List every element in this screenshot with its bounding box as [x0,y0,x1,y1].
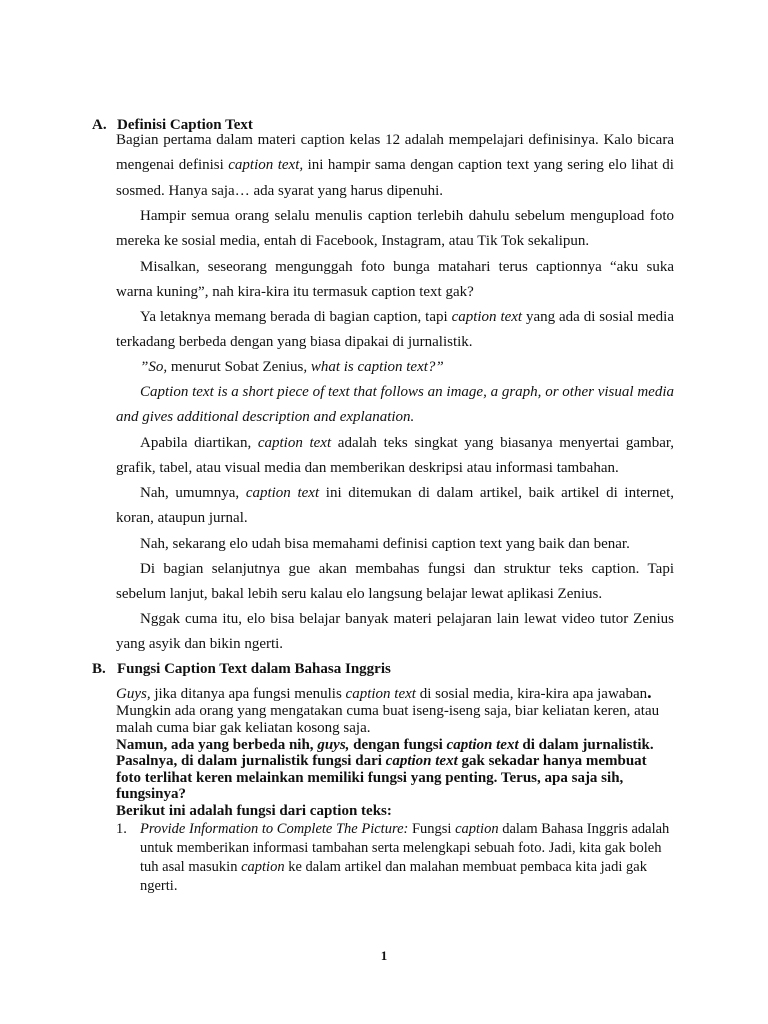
text: gak sekadar hanya membuat foto terlihat keren melainkan memiliki fungsi yang penting. Terus, apa saja sih, fungsinya? [116,753,647,802]
italic-term: ”So, [140,359,168,375]
paragraph [116,305,674,356]
list-item [116,820,676,896]
text: jika ditanya apa fungsi menulis [150,686,346,702]
text: Nah, umumnya, [140,485,246,501]
italic-term: caption text [451,309,523,325]
text: di dalam jurnalistik. [518,737,654,753]
italic-term: caption text, [228,157,304,174]
text: ke dalam artikel dan malahan membuat pembaca kita jadi gak ngerti. [140,859,647,894]
page-number: 1 [380,948,388,963]
text: Fungsi [408,821,456,837]
italic-term: caption text [245,485,320,501]
list-number: 1. [116,821,127,837]
section-b-heading [92,660,391,678]
text: Namun, ada yang berbeda nih, [116,737,318,753]
paragraph: Nah, sekarang elo udah bisa memahami definisi caption text yang baik dan benar. [140,536,630,552]
italic-term: guys, [317,737,350,753]
paragraph [116,684,676,703]
paragraph-quote: Caption text is a short piece of text that follows an image, a graph, or other visual media and gives additional description and explanation. [116,384,674,426]
section-a-title: Definisi Caption Text [117,117,253,133]
italic-term: caption text [446,737,519,753]
text: adalah teks singkat yang biasanya menyertai gambar, grafik, tabel, atau visual media dan memberikan deskripsi atau informasi tambahan. [116,435,675,477]
paragraph-bold [116,753,656,803]
paragraph: Hampir semua orang selalu menulis caption terlebih dahulu sebelum mengupload foto mereka ke sosial media, entah di Facebook, Instagram, atau Tik Tok sekalipun. [116,208,674,250]
section-a-letter: A. [92,117,107,133]
paragraph-bold [116,737,676,754]
paragraph [116,431,674,482]
section-b-title: Fungsi Caption Text dalam Bahasa Inggris [117,661,391,677]
paragraph: Nggak cuma itu, elo bisa belajar banyak materi pelajaran lain lewat video tutor Zenius yang asyik dan bikin ngerti. [116,611,674,653]
text: Pasalnya, di dalam jurnalistik fungsi dari [116,753,386,769]
paragraph: Mungkin ada orang yang mengatakan cuma buat iseng-iseng saja, biar keliatan keren, atau malah cuma biar gak keliatan kosong saja. [116,703,660,736]
paragraph: Misalkan, seseorang mengunggah foto bunga matahari terus captionnya “aku suka warna kuning”, nah kira-kira itu termasuk caption text gak? [116,259,674,301]
italic-term: caption text [385,753,458,769]
list-item-text [116,820,676,896]
italic-term: caption text [257,435,332,451]
text: ini hampir sama dengan caption text yang sering elo lihat di sosmed. Hanya saja… ada syarat yang harus dipenuhi. [116,157,674,199]
text: menurut Sobat Zenius [167,359,304,375]
italic-term: Provide Information to Complete The Picture: [140,821,409,837]
paragraph [116,481,674,532]
italic-term: Guys, [116,686,151,702]
text: Ya letaknya memang berada di bagian caption, tapi [140,309,452,325]
paragraph [116,355,674,380]
section-b-letter: B. [92,661,106,677]
paragraph [116,128,674,204]
text: Bagian pertama dalam materi caption kelas 12 adalah mempelajari definisinya. Kalo bicara mengenai definisi [116,132,674,174]
text: dengan fungsi [349,737,447,753]
text: . [647,682,652,702]
text: ini ditemukan di dalam artikel, baik artikel di internet, koran, ataupun jurnal. [116,485,674,527]
text: yang ada di sosial media terkadang berbeda dengan yang biasa dipakai di jurnalistik. [116,309,674,351]
text: dalam Bahasa Inggris adalah untuk memberikan informasi tambahan serta melengkapi sebuah foto. Jadi, kita gak boleh tuh asal masukin [140,821,670,875]
italic-term: caption text [345,686,416,702]
italic-term: , what is caption text?” [303,359,444,375]
paragraph-bold: Berikut ini adalah fungsi dari caption teks: [116,803,392,819]
italic-term: caption [241,859,285,875]
text: Apabila diartikan, [140,435,258,451]
paragraph: Di bagian selanjutnya gue akan membahas fungsi dan struktur teks caption. Tapi sebelum lanjut, bakal lebih seru kalau elo langsung belajar lewat aplikasi Zenius. [116,561,674,603]
italic-term: caption [455,821,499,837]
text: di sosial media, kira-kira apa jawaban [415,686,648,702]
